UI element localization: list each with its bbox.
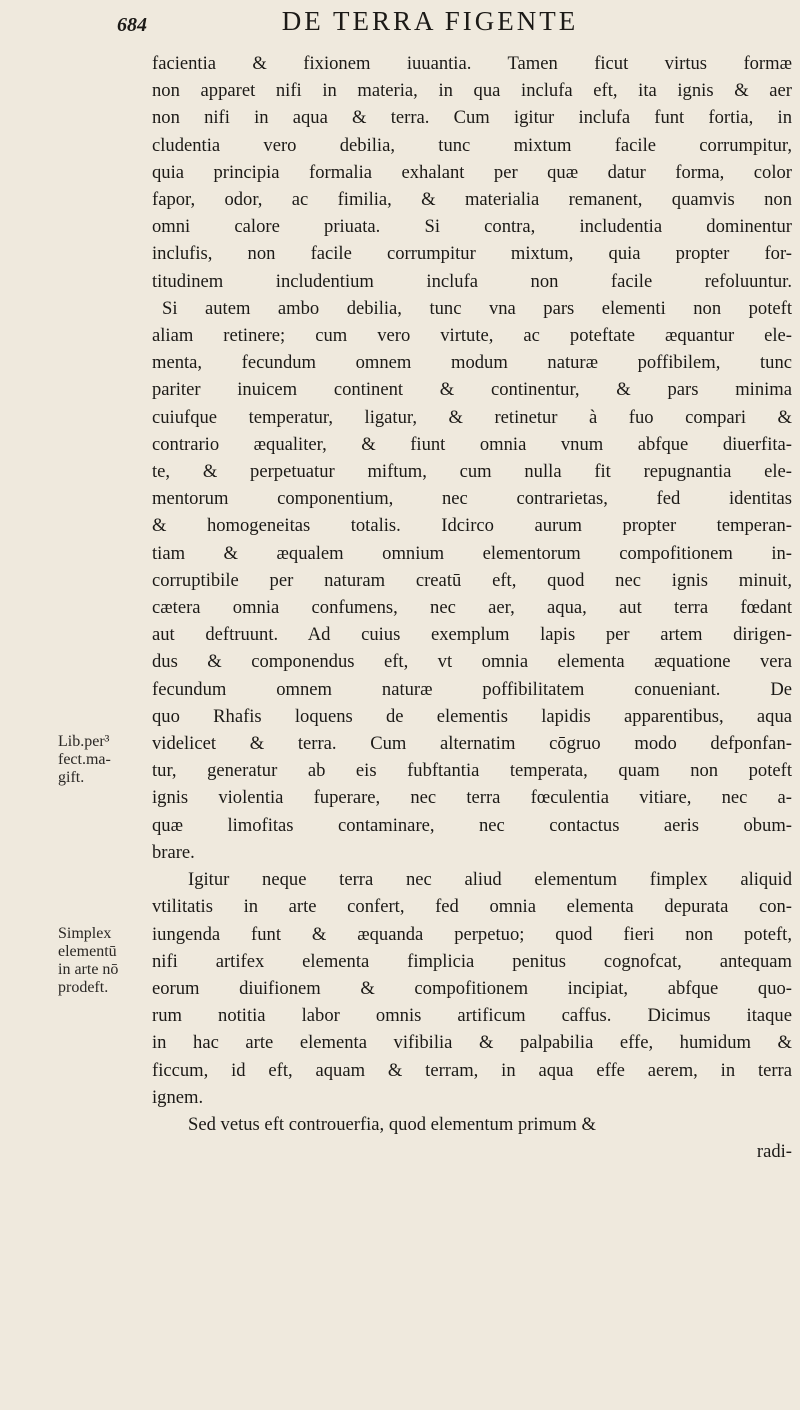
text-line: aut deftruunt. Ad cuius exemplum lapis per artem dirigen- xyxy=(152,624,792,646)
margin-note-line: in arte nō xyxy=(58,961,119,978)
text-line: fecundum omnem naturæ poffibilitatem conueniant. De xyxy=(152,678,792,700)
page-number: 684 xyxy=(117,14,147,36)
text-line: omni calore priuata. Si contra, includentia dominentur xyxy=(152,216,792,238)
margin-note-line: elementū xyxy=(58,943,117,960)
catchword: radi- xyxy=(756,1141,792,1163)
margin-note-line: fect.ma- xyxy=(58,751,111,768)
text-line: in hac arte elementa vifibilia & palpabilia effe, humidum & xyxy=(152,1032,792,1054)
text-line: cludentia vero debilia, tunc mixtum facile corrumpitur, xyxy=(152,134,792,156)
text-line: cuiufque temperatur, ligatur, & retinetur à fuo compari & xyxy=(152,406,792,428)
text-line: contrario æqualiter, & fiunt omnia vnum abfque diuerfita- xyxy=(152,433,792,455)
text-line: brare. xyxy=(152,841,195,863)
text-line: Si autem ambo debilia, tunc vna pars elementi non poteft xyxy=(162,297,792,319)
text-line: non nifi in aqua & terra. Cum igitur inclufa funt fortia, in xyxy=(152,107,792,129)
text-line: tiam & æqualem omnium elementorum compofitionem in- xyxy=(152,542,792,564)
text-line: videlicet & terra. Cum alternatim cōgruo modo defponfan- xyxy=(152,733,792,755)
text-line: ignis violentia fuperare, nec terra fœculentia vitiare, nec a- xyxy=(152,787,792,809)
text-line: aliam retinere; cum vero virtute, ac poteftate æquantur ele- xyxy=(152,325,792,347)
text-line: quia principia formalia exhalant per quæ datur forma, color xyxy=(152,161,792,183)
text-line: tur, generatur ab eis fubftantia temperata, quam non poteft xyxy=(152,760,792,782)
text-line: vtilitatis in arte confert, fed omnia elementa depurata con- xyxy=(152,896,792,918)
text-line: cætera omnia confumens, nec aer, aqua, aut terra fœdant xyxy=(152,597,792,619)
text-line: quæ limofitas contaminare, nec contactus aeris obum- xyxy=(152,814,792,836)
margin-note-line: Simplex xyxy=(58,925,112,942)
text-line: titudinem includentium inclufa non facile refoluuntur. xyxy=(152,270,792,292)
text-line: dus & componendus eft, vt omnia elementa æquatione vera xyxy=(152,651,792,673)
text-line: pariter inuicem continent & continentur, & pars minima xyxy=(152,379,792,401)
text-line: menta, fecundum omnem modum naturæ poffibilem, tunc xyxy=(152,352,792,374)
text-line: Sed vetus eft controuerfia, quod elementum primum & xyxy=(188,1113,596,1135)
margin-note-simplex xyxy=(58,925,118,997)
text-line: facientia & fixionem iuuantia. Tamen ficut virtus formæ xyxy=(152,53,792,74)
text-line: corruptibile per naturam creatū eft, quod nec ignis minuit, xyxy=(152,569,792,591)
text-line: Igitur neque terra nec aliud elementum fimplex aliquid xyxy=(188,869,792,891)
text-line: eorum diuifionem & compofitionem incipiat, abfque quo- xyxy=(152,977,792,999)
text-line: rum notitia labor omnis artificum caffus. Dicimus itaque xyxy=(152,1005,792,1027)
text-line: ficcum, id eft, aquam & terram, in aqua effe aerem, in terra xyxy=(152,1059,792,1081)
body-text xyxy=(152,50,792,1165)
text-line: & homogeneitas totalis. Idcirco aurum propter temperan- xyxy=(152,515,792,537)
running-title: DE TERRA FIGENTE xyxy=(281,6,579,36)
margin-note-line: prodeft. xyxy=(58,979,109,996)
text-line: quo Rhafis loquens de elementis lapidis apparentibus, aqua xyxy=(152,705,792,727)
text-line: mentorum componentium, nec contrarietas, fed identitas xyxy=(152,488,792,510)
text-line: ignem. xyxy=(152,1086,204,1108)
margin-note-line: gift. xyxy=(58,769,85,786)
text-line: te, & perpetuatur miftum, cum nulla fit repugnantia ele- xyxy=(152,461,792,483)
margin-note-line: Lib.per³ xyxy=(58,733,110,750)
text-line: fapor, odor, ac fimilia, & materialia remanent, quamvis non xyxy=(152,189,792,211)
text-line: inclufis, non facile corrumpitur mixtum, quia propter for- xyxy=(152,243,792,265)
text-line: nifi artifex elementa fimplicia penitus cognofcat, antequam xyxy=(152,950,792,972)
text-line: non apparet nifi in materia, in qua inclufa eft, ita ignis & aer xyxy=(152,80,792,102)
text-line: iungenda funt & æquanda perpetuo; quod fieri non poteft, xyxy=(152,923,792,945)
margin-note-lib-per xyxy=(58,733,111,787)
